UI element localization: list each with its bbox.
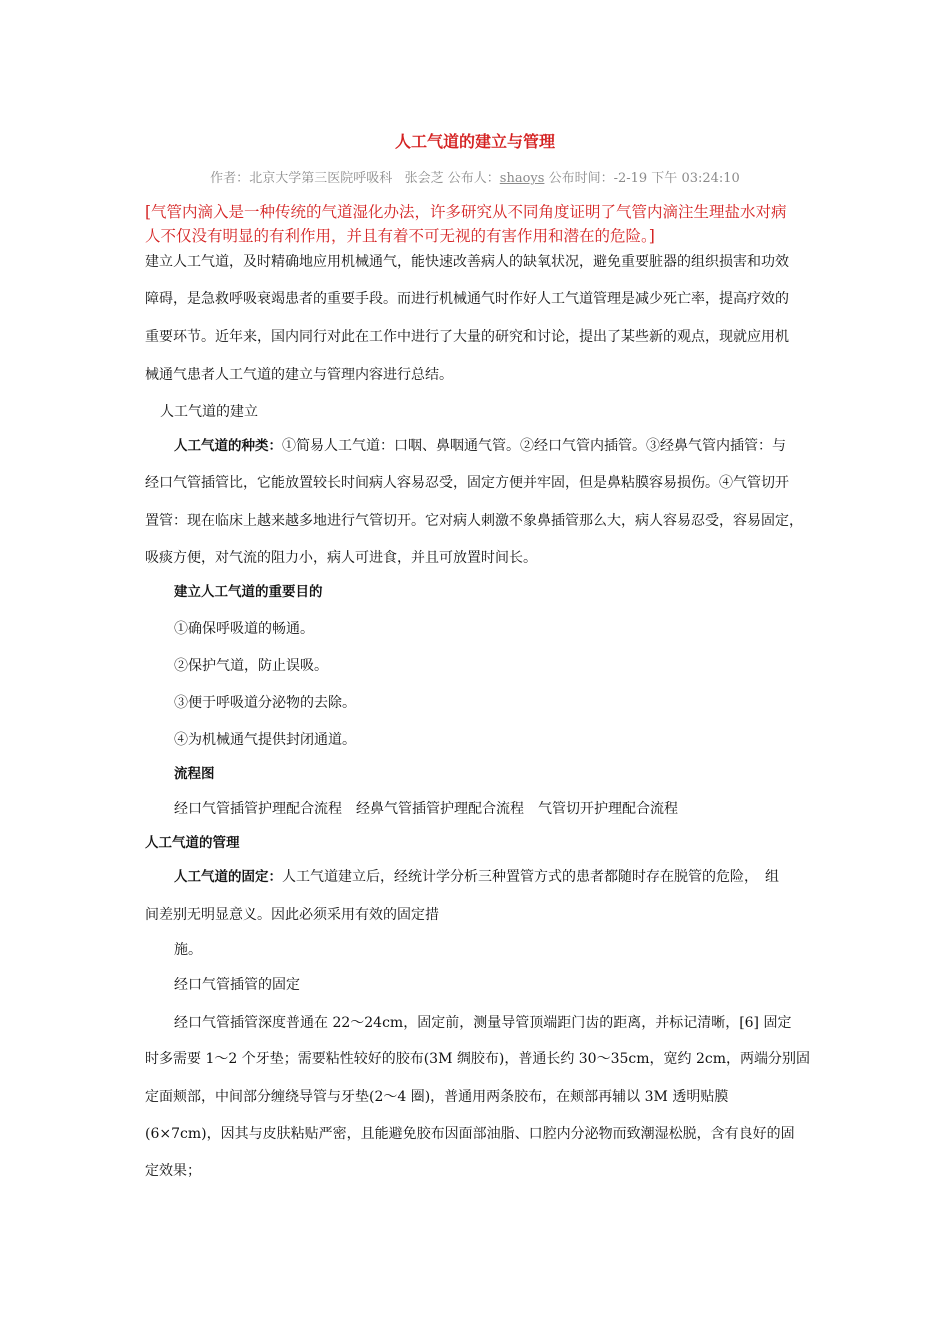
intro-line: 障碍，是急救呼吸衰竭患者的重要手段。而进行机械通气时作好人工气道管理是减少死亡率，提高疗效的 bbox=[145, 291, 789, 307]
types-line: 置管：现在临床上越来越多地进行气管切开。它对病人刺激不象鼻插管那么大，病人容易忍受，容易固定， bbox=[145, 513, 803, 529]
article-meta bbox=[0, 167, 950, 186]
oral-line: (6×7cm)，因其与皮肤粘贴严密，且能避免胶布因面部油脂、口腔内分泌物而致潮湿松脱，含有良好的固 bbox=[145, 1126, 795, 1142]
article-title: 人工气道的建立与管理 bbox=[394, 132, 555, 151]
intro-line: 械通气患者人工气道的建立与管理内容进行总结。 bbox=[145, 367, 453, 383]
intro-line: 建立人工气道，及时精确地应用机械通气，能快速改善病人的缺氧状况，避免重要脏器的组织损害和功效 bbox=[145, 254, 789, 270]
summary-line: 人不仅没有明显的有利作用，并且有着不可无视的有害作用和潜在的危险。] bbox=[145, 227, 655, 245]
publish-time: -2-19 下午 03:24:10 bbox=[613, 171, 740, 186]
types-line: 吸痰方便，对气流的阻力小，病人可进食，并且可放置时间长。 bbox=[145, 550, 537, 566]
fixation-label: 人工气道的固定： bbox=[174, 869, 282, 885]
author-affiliation: 北京大学第三医院呼吸科 bbox=[249, 171, 393, 186]
purpose-heading: 建立人工气道的重要目的 bbox=[174, 584, 323, 600]
author-label: 作者： bbox=[210, 171, 250, 186]
oral-line: 经口气管插管深度普通在 22～24cm，固定前，测量导管顶端距门齿的距离，并标记清晰，[6] 固定 bbox=[174, 1015, 792, 1031]
publish-time-label: 公布时间： bbox=[548, 171, 614, 186]
purpose-item: ③便于呼吸道分泌物的去除。 bbox=[174, 695, 356, 711]
types-paragraph-first-line bbox=[174, 437, 786, 455]
section-heading-establish: 人工气道的建立 bbox=[160, 404, 258, 420]
types-line: ①简易人工气道：口咽、鼻咽通气管。②经口气管内插管。③经鼻气管内插管：与 bbox=[282, 438, 786, 454]
fixation-line: 间差别无明显意义。因此必须采用有效的固定措 bbox=[145, 907, 439, 923]
section-heading-management: 人工气道的管理 bbox=[145, 835, 240, 851]
author-name: 张会芝 bbox=[404, 171, 444, 186]
publisher-link[interactable]: shaoys bbox=[499, 171, 545, 186]
summary-line: [气管内滴入是一种传统的气道湿化办法，许多研究从不同角度证明了气管内滴注生理盐水对病 bbox=[145, 203, 787, 221]
types-label: 人工气道的种类： bbox=[174, 438, 282, 454]
intro-line: 重要环节。近年来，国内同行对此在工作中进行了大量的研究和讨论，提出了某些新的观点，现就应用机 bbox=[145, 329, 789, 345]
purpose-item: ②保护气道，防止误吸。 bbox=[174, 658, 328, 674]
types-line: 经口气管插管比，它能放置较长时间病人容易忍受，固定方便并牢固，但是鼻粘膜容易损伤。④气管切开 bbox=[145, 475, 789, 491]
oral-fixation-heading: 经口气管插管的固定 bbox=[174, 977, 300, 993]
flow-items: 经口气管插管护理配合流程 经鼻气管插管护理配合流程 气管切开护理配合流程 bbox=[174, 801, 678, 817]
flow-heading: 流程图 bbox=[174, 766, 215, 782]
oral-line: 定面颊部，中间部分缠绕导管与牙垫(2～4 圈)，普通用两条胶布，在颊部再辅以 3M 透明贴膜 bbox=[145, 1089, 729, 1105]
fixation-line: 施。 bbox=[174, 942, 202, 958]
oral-line: 定效果； bbox=[145, 1163, 201, 1179]
oral-line: 时多需要 1～2 个牙垫；需要粘性较好的胶布(3M 绸胶布)，普通长约 30～35cm，宽约 2cm，两端分别固 bbox=[145, 1051, 810, 1067]
purpose-item: ①确保呼吸道的畅通。 bbox=[174, 621, 314, 637]
purpose-item: ④为机械通气提供封闭通道。 bbox=[174, 732, 356, 748]
fixation-line: 人工气道建立后，经统计学分析三种置管方式的患者都随时存在脱管的危险， 组 bbox=[282, 869, 779, 885]
fixation-paragraph-first-line bbox=[174, 868, 779, 886]
publisher-label: 公布人： bbox=[447, 171, 500, 186]
